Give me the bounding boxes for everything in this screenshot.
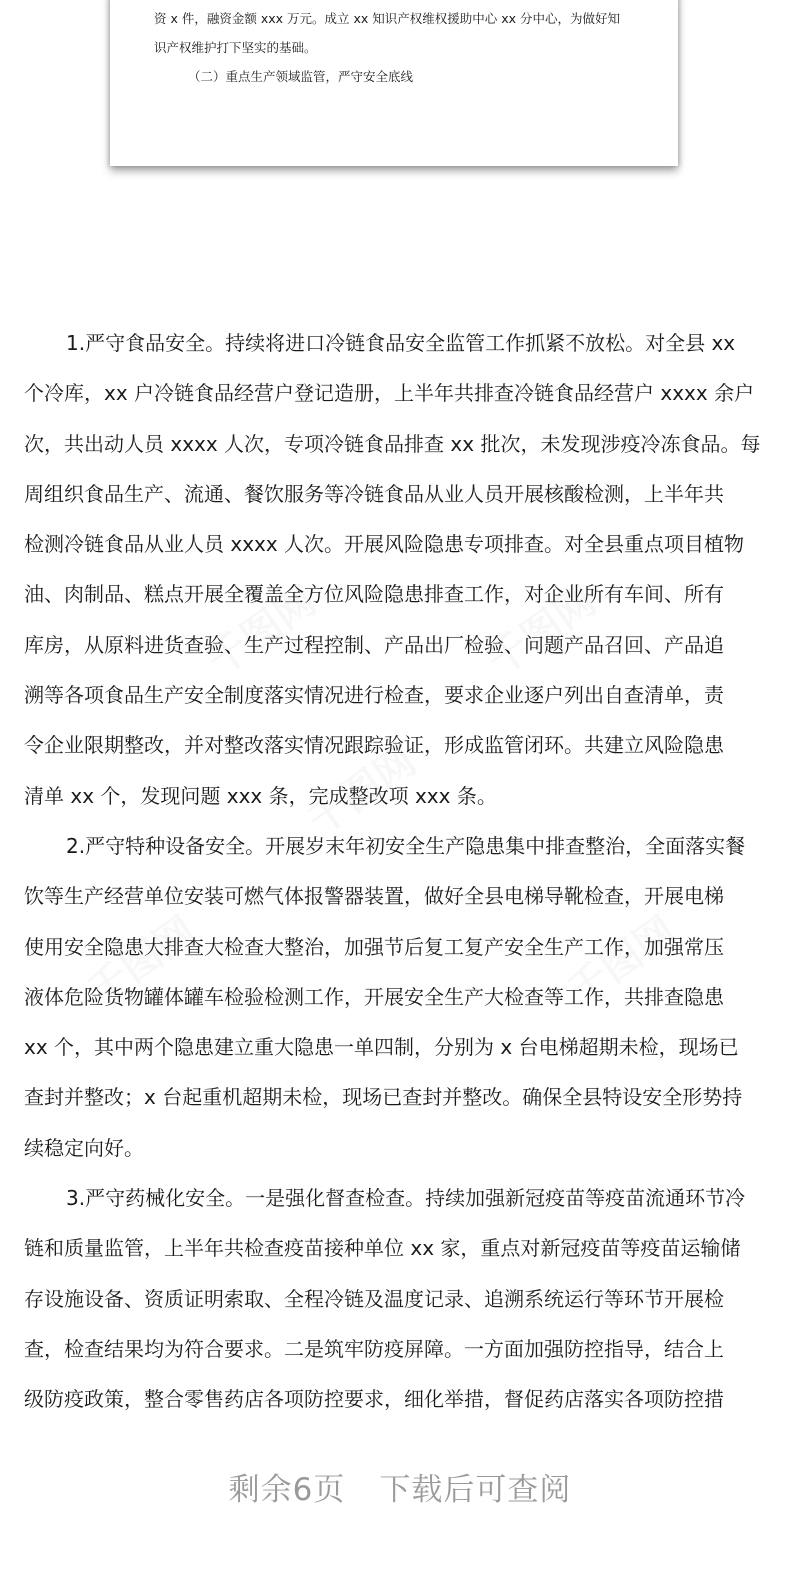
text-line: 次，共出动人员 xxxx 人次，专项冷链食品排查 xx 批次，未发现涉疫冷冻食品。每 bbox=[24, 431, 761, 456]
text-line: 库房，从原料进货查验、生产过程控制、产品出厂检验、问题产品召回、产品追 bbox=[24, 632, 724, 657]
text-line: 续稳定向好。 bbox=[24, 1135, 144, 1160]
watermark: 千图网 bbox=[559, 908, 685, 1015]
preview-section-heading: （二）重点生产领域监管，严守安全底线 bbox=[188, 69, 414, 84]
text-line: 周组织食品生产、流通、餐饮服务等冷链食品从业人员开展核酸检测，上半年共 bbox=[24, 481, 724, 506]
text-line: 3.严守药械化安全。一是强化督查检查。持续加强新冠疫苗等疫苗流通环节冷 bbox=[66, 1186, 746, 1211]
preview-line: 识产权维护打下坚实的基础。 bbox=[154, 40, 317, 55]
text-line: xx 个，其中两个隐患建立重大隐患一单四制，分别为 x 台电梯超期未检，现场已 bbox=[24, 1035, 739, 1060]
preview-line: 资 x 件，融资金额 xxx 万元。成立 xx 知识产权维权援助中心 xx 分中心，为做好知 bbox=[154, 11, 620, 26]
text-line: 清单 xx 个，发现问题 xxx 条，完成整改项 xxx 条。 bbox=[24, 783, 497, 808]
remaining-pages-text: 剩余6页 bbox=[228, 1472, 346, 1508]
text-line: 级防疫政策，整合零售药店各项防控要求，细化举措，督促药店落实各项防控措 bbox=[24, 1387, 724, 1412]
text-line: 令企业限期整改，并对整改落实情况跟踪验证，形成监管闭环。共建立风险隐患 bbox=[24, 733, 724, 758]
text-line: 检测冷链食品从业人员 xxxx 人次。开展风险隐患专项排查。对全县重点项目植物 bbox=[24, 532, 745, 557]
download-prompt[interactable] bbox=[0, 1464, 800, 1509]
watermark: 千图网 bbox=[479, 578, 605, 685]
download-to-view-text: 下载后可查阅 bbox=[379, 1472, 572, 1508]
paragraph-drug-device-safety bbox=[24, 1173, 776, 1424]
text-line: 查封并整改；x 台起重机超期未检，现场已查封并整改。确保全县特设安全形势持 bbox=[24, 1085, 743, 1110]
text-line: 查，检查结果均为符合要求。二是筑牢防疫屏障。一方面加强防控指导，结合上 bbox=[24, 1336, 724, 1361]
text-line: 饮等生产经营单位安装可燃气体报警器装置，做好全县电梯导靴检查，开展电梯 bbox=[24, 884, 724, 909]
document-body bbox=[24, 318, 776, 1425]
watermark: 千图网 bbox=[199, 578, 325, 685]
text-line: 油、肉制品、糕点开展全覆盖全方位风险隐患排查工作，对企业所有车间、所有 bbox=[24, 582, 724, 607]
text-line: 链和质量监管，上半年共检查疫苗接种单位 xx 家，重点对新冠疫苗等疫苗运输储 bbox=[24, 1236, 741, 1261]
text-line: 使用安全隐患大排查大检查大整治，加强节后复工复产安全生产工作，加强常压 bbox=[24, 934, 724, 959]
document-page-preview bbox=[110, 0, 678, 166]
watermark: 千图网 bbox=[299, 738, 425, 845]
text-line: 1.严守食品安全。持续将进口冷链食品安全监管工作抓紧不放松。对全县 xx bbox=[66, 331, 736, 355]
paragraph-special-equipment-safety bbox=[24, 821, 776, 1173]
paragraph-food-safety bbox=[24, 318, 776, 821]
text-line: 存设施设备、资质证明索取、全程冷链及温度记录、追溯系统运行等环节开展检 bbox=[24, 1286, 724, 1311]
text-line: 2.严守特种设备安全。开展岁末年初安全生产隐患集中排查整治，全面落实餐 bbox=[66, 833, 746, 858]
watermark: 千图网 bbox=[79, 908, 205, 1015]
text-line: 液体危险货物罐体罐车检验检测工作，开展安全生产大检查等工作，共排查隐患 bbox=[24, 984, 724, 1009]
text-line: 个冷库，xx 户冷链食品经营户登记造册，上半年共排查冷链食品经营户 xxxx 余户 bbox=[24, 381, 755, 406]
text-line: 溯等各项食品生产安全制度落实情况进行检查，要求企业逐户列出自查清单，责 bbox=[24, 683, 724, 708]
